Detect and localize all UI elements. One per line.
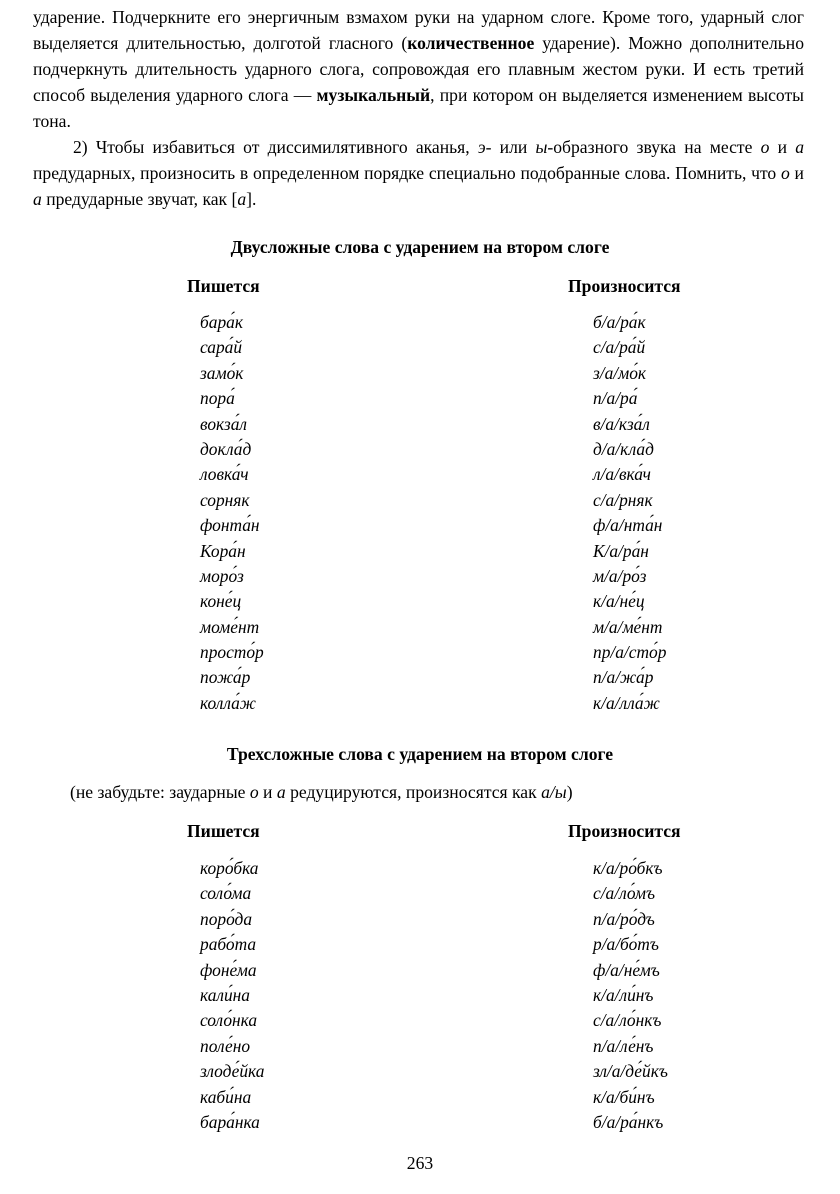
emphasis-bold: количественное	[407, 33, 535, 53]
word-item: к/а/ро́бкъ	[593, 858, 663, 878]
text-run: предударные звучат, как [	[41, 189, 238, 209]
word-item: зл/а/де́йкъ	[593, 1061, 668, 1082]
word-item: п/а/ле́нъ	[593, 1035, 654, 1056]
emphasis-italic: о	[760, 137, 770, 157]
word-item: б/а/ра́к	[593, 312, 646, 332]
word-item: сара́й	[200, 337, 243, 358]
word-item: каби́на	[200, 1086, 252, 1107]
word-item: к/а/лла́ж	[593, 692, 660, 713]
emphasis-italic: а	[276, 782, 286, 802]
emphasis-italic: э	[477, 137, 486, 157]
word-item: соло́ма	[200, 883, 252, 904]
text-run: - или	[485, 137, 536, 157]
emphasis-italic: о	[249, 782, 259, 802]
word-item: с/а/рняк	[593, 489, 653, 510]
word-item: к/а/би́нъ	[593, 1086, 655, 1107]
word-item: с/а/ра́й	[593, 337, 646, 358]
text-run: и	[769, 137, 796, 157]
section2-header-written: Пишется	[187, 821, 260, 841]
word-item: злоде́йка	[200, 1061, 265, 1082]
word-item: п/а/ро́дъ	[593, 908, 655, 929]
word-item: К/а/ра́н	[593, 540, 649, 561]
intro-text	[33, 4, 804, 212]
page-number: 263	[406, 1153, 434, 1173]
text-run: и	[789, 163, 804, 183]
word-item: фоне́ма	[200, 959, 257, 980]
word-item: поле́но	[200, 1035, 251, 1056]
section2-pronounced-list	[593, 856, 668, 1135]
word-item: рабо́та	[200, 934, 257, 955]
word-item: д/а/кла́д	[593, 438, 654, 459]
emphasis-italic: о	[781, 163, 790, 183]
word-item: пр/а/сто́р	[593, 642, 667, 663]
word-item: моро́з	[200, 565, 244, 586]
word-item: сорняк	[200, 489, 250, 510]
word-item: кали́на	[200, 984, 250, 1005]
emphasis-italic: а/ы	[541, 782, 567, 802]
word-item: в/а/кза́л	[593, 413, 650, 434]
word-item: моме́нт	[200, 616, 260, 637]
word-item: пожа́р	[200, 667, 251, 688]
word-item: коро́бка	[200, 858, 259, 878]
word-item: п/а/ра́	[593, 388, 638, 409]
word-item: бара́к	[200, 312, 243, 332]
word-item: просто́р	[200, 642, 264, 663]
text-run: предударных, произносить в определенном порядке специально подобранные слова. Помнить, что	[33, 163, 781, 183]
text-run: ударение. Подчеркните его энергичным взмахом руки на ударном слоге. Кроме того, ударный слог выделяется длительностью, долготой гласного (	[33, 7, 804, 53]
section1-written-list	[200, 310, 264, 716]
section2-written-list	[200, 856, 264, 1135]
word-item: коне́ц	[200, 591, 242, 612]
text-run: редуцируются, произносятся как	[285, 782, 542, 802]
word-item: докла́д	[200, 438, 252, 459]
section1-title: Двусложные слова с ударением на втором слоге	[230, 237, 610, 257]
text-run: ударение). Можно дополнительно подчеркнуть длительность ударного слога, сопровождая его плавным жестом руки. И есть третий способ выделения ударного слога —	[33, 33, 804, 105]
section1-pronounced-list	[593, 310, 666, 716]
word-item: ф/а/нта́н	[593, 515, 663, 536]
word-item: л/а/вка́ч	[593, 464, 651, 485]
intro-paragraph-1	[33, 4, 804, 134]
emphasis-italic: а	[33, 189, 42, 209]
text-run: (не забудьте: заударные	[70, 782, 250, 802]
emphasis-bold: музыкальный	[316, 85, 431, 105]
word-item: замо́к	[200, 362, 244, 383]
word-item: ловка́ч	[200, 464, 249, 485]
word-item: ф/а/не́мъ	[593, 959, 660, 980]
text-run: -образного звука на месте	[547, 137, 761, 157]
section1-header-pronounced: Произносится	[568, 276, 681, 296]
emphasis-italic: а	[237, 189, 247, 209]
word-item: к/а/ли́нъ	[593, 984, 654, 1005]
emphasis-italic: а	[795, 137, 804, 157]
emphasis-italic: ы	[535, 137, 548, 157]
word-item: соло́нка	[200, 1010, 258, 1031]
text-run: ].	[246, 189, 257, 209]
section2-header-pronounced: Произносится	[568, 821, 681, 841]
word-item: м/а/ро́з	[593, 565, 647, 586]
text-run: )	[566, 782, 573, 802]
text-run: и	[258, 782, 277, 802]
intro-paragraph-2	[33, 134, 804, 212]
word-item: с/а/ло́нкъ	[593, 1010, 662, 1031]
section2-title: Трехсложные слова с ударением на втором слоге	[226, 744, 614, 764]
word-item: с/а/ло́мъ	[593, 883, 656, 904]
word-item: пора́	[200, 388, 235, 409]
section2-note	[70, 781, 573, 803]
word-item: поро́да	[200, 908, 253, 929]
word-item: к/а/не́ц	[593, 591, 645, 612]
word-item: фонта́н	[200, 515, 260, 536]
word-item: Кора́н	[200, 540, 246, 561]
section1-header-written: Пишется	[187, 276, 260, 296]
word-item: п/а/жа́р	[593, 667, 654, 688]
word-item: колла́ж	[200, 692, 256, 713]
word-item: м/а/ме́нт	[593, 616, 663, 637]
word-item: б/а/ра́нкъ	[593, 1111, 664, 1132]
word-item: з/а/мо́к	[593, 362, 647, 383]
word-item: р/а/бо́тъ	[593, 934, 659, 955]
word-item: бара́нка	[200, 1111, 260, 1132]
text-run: , при котором он выделяется изменением высоты тона.	[33, 85, 805, 131]
word-item: вокза́л	[200, 413, 247, 434]
text-run: 2) Чтобы избавиться от диссимилятивного аканья,	[73, 137, 478, 157]
